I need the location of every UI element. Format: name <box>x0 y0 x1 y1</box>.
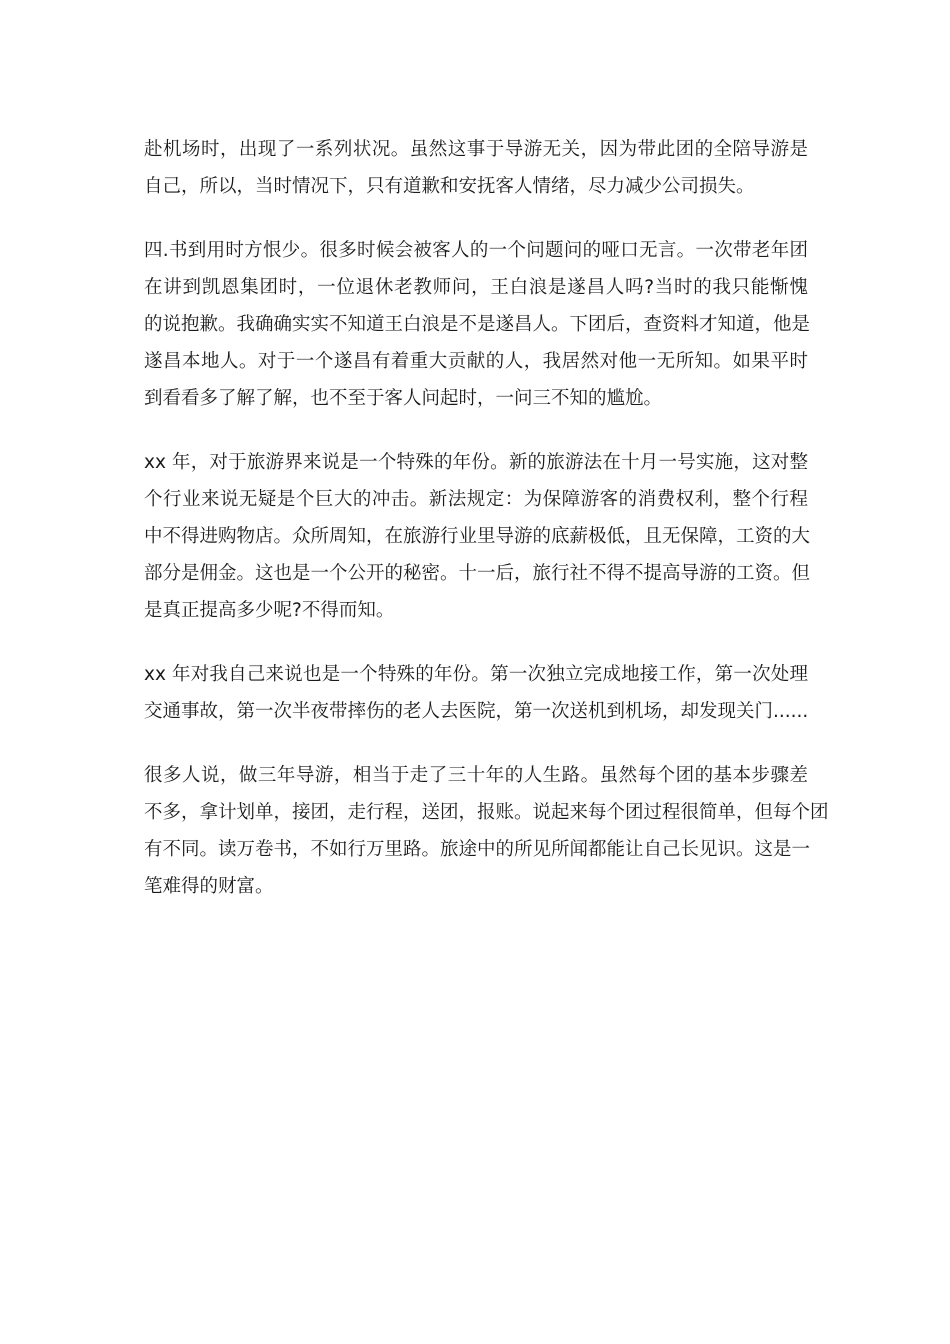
text-line: 中不得进购物店。众所周知，在旅游行业里导游的底薪极低，且无保障，工资的大 <box>144 526 811 547</box>
text-line: 赴机场时，出现了一系列状况。虽然这事于导游无关，因为带此团的全陪导游是 <box>144 139 808 160</box>
text-line: xx 年对我自己来说也是一个特殊的年份。第一次独立完成地接工作，第一次处理 <box>144 664 808 685</box>
paragraph-airport-incident <box>144 131 808 205</box>
document-body <box>144 131 829 932</box>
text-line: 自己，所以，当时情况下，只有道歉和安抚客人情绪，尽力减少公司损失。 <box>144 176 755 197</box>
text-line: 个行业来说无疑是个巨大的冲击。新法规定：为保障游客的消费权利，整个行程 <box>144 489 808 510</box>
text-line: 交通事故，第一次半夜带摔伤的老人去医院，第一次送机到机场，却发现关门...... <box>144 701 809 722</box>
text-line: 笔难得的财富。 <box>144 876 274 897</box>
text-line: 很多人说，做三年导游，相当于走了三十年的人生路。虽然每个团的基本步骤差 <box>144 765 808 786</box>
text-line: 四.书到用时方恨少。很多时候会被客人的一个问题问的哑口无言。一次带老年团 <box>144 240 808 261</box>
paragraph-three-years <box>144 757 829 905</box>
text-line: 到看看多了解了解，也不至于客人问起时，一问三不知的尴尬。 <box>144 388 663 409</box>
text-line: xx 年，对于旅游界来说是一个特殊的年份。新的旅游法在十月一号实施，这对整 <box>144 452 808 473</box>
text-line: 在讲到凯恩集团时，一位退休老教师问，王白浪是遂昌人吗?当时的我只能惭愧 <box>144 277 808 298</box>
text-line: 的说抱歉。我确确实实不知道王白浪是不是遂昌人。下团后，查资料才知道，他是 <box>144 314 811 335</box>
text-line: 有不同。读万卷书，不如行万里路。旅途中的所见所闻都能让自己长见识。这是一 <box>144 839 811 860</box>
text-line: 是真正提高多少呢?不得而知。 <box>144 600 395 621</box>
text-line: 遂昌本地人。对于一个遂昌有着重大贡献的人，我居然对他一无所知。如果平时 <box>144 351 808 372</box>
text-line: 部分是佣金。这也是一个公开的秘密。十一后，旅行社不得不提高导游的工资。但 <box>144 563 811 584</box>
text-line: 不多，拿计划单，接团，走行程，送团，报账。说起来每个团过程很简单，但每个团 <box>144 802 829 823</box>
paragraph-knowledge <box>144 232 811 417</box>
paragraph-tourism-law <box>144 444 811 629</box>
paragraph-special-year <box>144 656 808 730</box>
